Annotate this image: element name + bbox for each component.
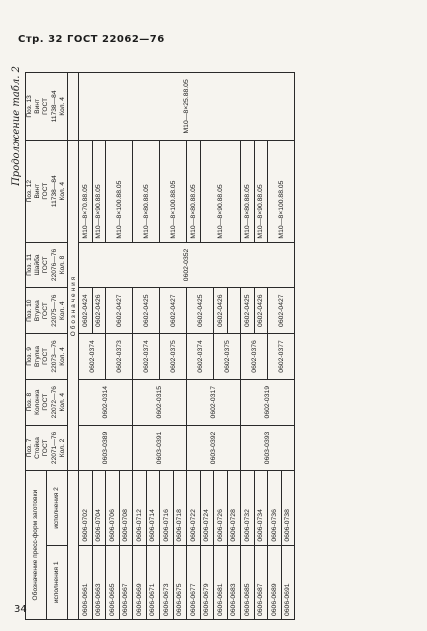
pos10-cell: 0602-0424 bbox=[79, 288, 93, 334]
pos7-line: ГОСТ bbox=[42, 439, 50, 457]
pos9-cell: 0602-0375 bbox=[214, 334, 241, 380]
pos10-cell: 0602-0427 bbox=[160, 288, 187, 334]
variant1-cell: 0606-0691 bbox=[281, 545, 295, 619]
pos9-cell: 0602-0377 bbox=[268, 334, 295, 380]
table-row bbox=[160, 73, 174, 620]
variant2-header: исполнения 2 bbox=[47, 471, 68, 545]
pos9-cell: 0602-0374 bbox=[187, 334, 214, 380]
table-row bbox=[106, 73, 120, 620]
pos7-line: Поз. 7 bbox=[26, 438, 33, 458]
pos9-cell: 0602-0375 bbox=[160, 334, 187, 380]
pos9-cell: 0602-0376 bbox=[241, 334, 268, 380]
pos12-cell: M10—8×80.88.05 bbox=[187, 140, 201, 242]
empty-cell bbox=[68, 471, 79, 620]
pos12-cell: M10—8×80.88.05 bbox=[133, 140, 160, 242]
pos10-line: 22075—76 bbox=[50, 294, 58, 327]
variant2-cell: 0606-0724 bbox=[200, 471, 214, 545]
pos7-header bbox=[26, 425, 68, 471]
pos12-cell: M10—8×100.88.05 bbox=[268, 140, 295, 242]
variant2-cell: 0606-0716 bbox=[160, 471, 174, 545]
pos8-line: ГОСТ bbox=[42, 393, 50, 411]
variant2-cell: 0606-0738 bbox=[281, 471, 295, 545]
variant2-cell: 0606-0712 bbox=[133, 471, 147, 545]
variant1-cell: 0606-0687 bbox=[254, 545, 268, 619]
pos9-line: Поз. 9 bbox=[26, 347, 33, 366]
pos8-line: Кол. 4 bbox=[58, 392, 66, 412]
pos13-cell: M10—8×25.88.05 bbox=[79, 73, 295, 141]
variant2-cell: 0606-0722 bbox=[187, 471, 201, 545]
continuation-title: Продолжение табл. 2 bbox=[11, 66, 22, 186]
variant1-cell: 0606-0677 bbox=[187, 545, 201, 619]
pos12-cell: M10—8×90.88.05 bbox=[254, 140, 268, 242]
pos11-header bbox=[26, 242, 68, 288]
pos11-line: Кол. 8 bbox=[58, 255, 66, 275]
variant2-cell: 0606-0706 bbox=[106, 471, 120, 545]
pos10-cell: 0602-0426 bbox=[92, 288, 106, 334]
pos10-cell: 0602-0426 bbox=[254, 288, 268, 334]
pos11-line: Шайба bbox=[34, 254, 42, 276]
pos7-cell: 0603-0392 bbox=[187, 425, 241, 471]
pos10-cell: 0602-0425 bbox=[241, 288, 255, 334]
variant1-cell: 0606-0665 bbox=[106, 545, 120, 619]
pos12-cell: M10—8×90.88.05 bbox=[200, 140, 241, 242]
variant2-cell: 0606-0718 bbox=[173, 471, 187, 545]
variant2-cell: 0606-0714 bbox=[146, 471, 160, 545]
pos8-line: 22072—76 bbox=[50, 386, 58, 419]
variant2-cell: 0606-0734 bbox=[254, 471, 268, 545]
variant2-cell: 0606-0728 bbox=[227, 471, 241, 545]
pos8-cell: 0602-0317 bbox=[187, 379, 241, 425]
pos12-cell: M10—8×70.88.05 bbox=[79, 140, 93, 242]
pos13-line: 11738—84 bbox=[50, 90, 58, 123]
variant1-cell: 0606-0671 bbox=[146, 545, 160, 619]
variant1-header: исполнения 1 bbox=[47, 545, 68, 619]
designations-label: Обозначения bbox=[68, 140, 79, 471]
pos10-cell: 0602-0426 bbox=[214, 288, 228, 334]
pos7-cell: 0603-0393 bbox=[241, 425, 295, 471]
pos10-line: Втулка bbox=[34, 300, 42, 322]
pos7-line: 22071—76 bbox=[50, 431, 58, 465]
variant1-cell: 0606-0681 bbox=[214, 545, 228, 619]
header-row-1 bbox=[26, 73, 47, 620]
pos9-cell: 0602-0374 bbox=[133, 334, 160, 380]
pos10-header bbox=[26, 288, 68, 334]
pos9-line: ГОСТ bbox=[42, 347, 50, 365]
pos11-line: 22076—76 bbox=[50, 248, 58, 282]
pos9-line: Втулка bbox=[34, 345, 42, 367]
pos10-line: Кол. 4 bbox=[58, 301, 66, 320]
pos13-header bbox=[26, 73, 68, 141]
designations-label-row bbox=[68, 73, 79, 620]
variant1-cell: 0606-0679 bbox=[200, 545, 214, 619]
variant1-cell: 0606-0675 bbox=[173, 545, 187, 619]
variant1-cell: 0606-0673 bbox=[160, 545, 174, 619]
pos8-header bbox=[26, 379, 68, 425]
pos12-line: Винт bbox=[34, 183, 42, 199]
pos10-cell: 0602-0425 bbox=[133, 288, 160, 334]
empty-cell bbox=[68, 73, 79, 141]
pos13-line: Кол. 4 bbox=[58, 97, 66, 116]
variant1-cell: 0606-0663 bbox=[92, 545, 106, 619]
variant2-cell: 0606-0704 bbox=[92, 471, 106, 545]
rotated-table-area bbox=[9, 60, 414, 620]
pos10-cell: 0602-0427 bbox=[106, 288, 133, 334]
table-row bbox=[187, 73, 201, 620]
variant1-cell: 0606-0685 bbox=[241, 545, 255, 619]
variant2-cell: 0606-0736 bbox=[268, 471, 282, 545]
pos10-line: Поз. 10 bbox=[26, 299, 33, 322]
pos7-cell: 0603-0389 bbox=[79, 425, 133, 471]
variant2-cell: 0606-0702 bbox=[79, 471, 93, 545]
pos11-line: Поз. 11 bbox=[26, 254, 33, 276]
pos9-line: 22073—76 bbox=[50, 340, 58, 373]
page-header: Стр. 32 ГОСТ 22062—76 bbox=[18, 34, 165, 45]
pos7-line: Стойка bbox=[34, 437, 42, 459]
pos13-line: ГОСТ bbox=[42, 97, 50, 115]
table-row bbox=[133, 73, 147, 620]
pos13-line: Поз. 13 bbox=[26, 95, 33, 118]
pos12-cell: M10—8×90.88.05 bbox=[92, 140, 106, 242]
pos12-cell: M10—8×100.88.05 bbox=[160, 140, 187, 242]
variant1-cell: 0606-0667 bbox=[119, 545, 133, 619]
designation-group-header: Обозначение пресс-форм заготовки bbox=[26, 471, 47, 620]
pos8-cell: 0602-0319 bbox=[241, 379, 295, 425]
pos8-line: Колонка bbox=[34, 389, 42, 415]
variant2-cell: 0606-0726 bbox=[214, 471, 228, 545]
pos8-line: Поз. 8 bbox=[26, 392, 33, 412]
page-number: 34 bbox=[14, 604, 27, 615]
variant1-cell: 0606-0689 bbox=[268, 545, 282, 619]
pos12-line: ГОСТ bbox=[42, 182, 50, 200]
table-row bbox=[268, 73, 282, 620]
variant1-cell: 0606-0669 bbox=[133, 545, 147, 619]
pos10-cell bbox=[227, 288, 241, 334]
pos8-cell: 0602-0314 bbox=[79, 379, 133, 425]
pos10-line: ГОСТ bbox=[42, 302, 50, 320]
pos9-cell: 0602-0373 bbox=[106, 334, 133, 380]
table-row bbox=[241, 73, 255, 620]
pos12-cell: M10—8×80.88.05 bbox=[241, 140, 255, 242]
variant2-cell: 0606-0732 bbox=[241, 471, 255, 545]
pos7-cell: 0603-0391 bbox=[133, 425, 187, 471]
parts-table bbox=[25, 72, 295, 620]
pos9-cell: 0602-0374 bbox=[79, 334, 106, 380]
pos9-line: Кол. 4 bbox=[58, 347, 66, 366]
pos12-line: Кол. 4 bbox=[58, 181, 66, 201]
pos10-cell: 0602-0425 bbox=[187, 288, 214, 334]
pos12-cell: M10—8×100.88.05 bbox=[106, 140, 133, 242]
pos10-cell: 0602-0427 bbox=[268, 288, 295, 334]
variant1-cell: 0606-0661 bbox=[79, 545, 93, 619]
pos11-cell: 0602-0352 bbox=[79, 242, 295, 288]
pos9-header bbox=[26, 334, 68, 380]
variant2-cell: 0606-0708 bbox=[119, 471, 133, 545]
pos12-header bbox=[26, 140, 68, 242]
table-row bbox=[79, 73, 93, 620]
pos13-line: Винт bbox=[34, 99, 42, 114]
pos11-line: ГОСТ bbox=[42, 256, 50, 274]
pos12-line: Поз. 12 bbox=[26, 179, 33, 203]
pos12-line: 11738—84 bbox=[50, 175, 58, 208]
pos7-line: Кол. 2 bbox=[58, 438, 66, 458]
variant1-cell: 0606-0683 bbox=[227, 545, 241, 619]
pos8-cell: 0602-0315 bbox=[133, 379, 187, 425]
